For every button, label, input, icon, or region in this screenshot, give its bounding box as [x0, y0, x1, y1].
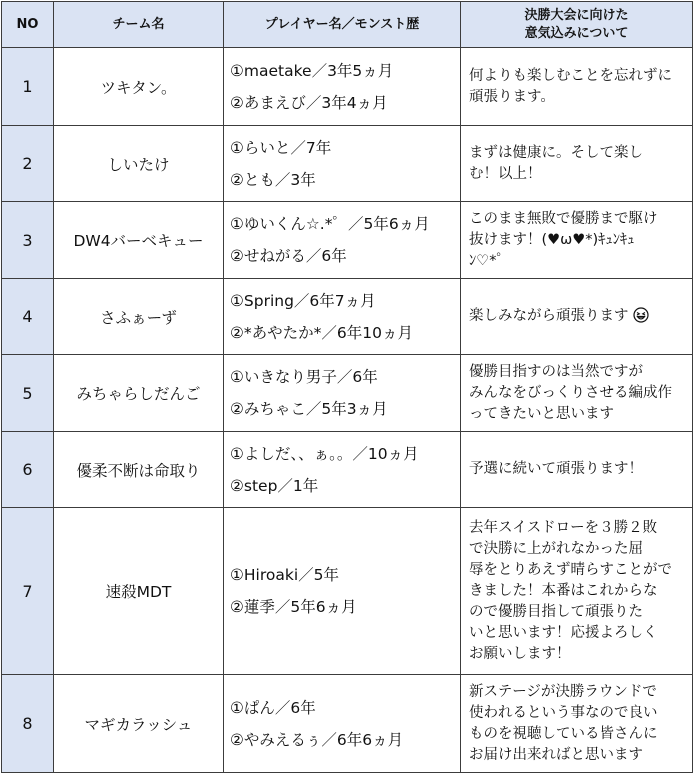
player-cell	[224, 355, 461, 432]
team-name: DW4バーベキュー	[54, 202, 224, 279]
table-row	[2, 432, 693, 508]
message-text: 予選に続いて頑張ります！	[469, 461, 643, 477]
team-name: みちゃらしだんご	[54, 355, 224, 432]
message-cell	[461, 675, 693, 773]
team-name: 優柔不断は命取り	[54, 432, 224, 508]
player-2: ②とも／3年	[230, 170, 316, 189]
row-number: 1	[2, 48, 54, 126]
team-name: マギカラッシュ	[54, 675, 224, 773]
player-2: ②みちゃこ／5年3ヵ月	[230, 400, 388, 418]
row-number: 3	[2, 202, 54, 279]
header-message-line2: 意気込みについて	[524, 25, 629, 41]
player-2: ②やみえるぅ／6年6ヵ月	[230, 730, 404, 749]
team-name: さふぁーず	[54, 279, 224, 355]
table-row	[2, 675, 693, 773]
player-2: ②*あやたか*／6年10ヵ月	[230, 323, 413, 342]
table-row	[2, 202, 693, 279]
message-cell	[461, 432, 693, 508]
table-header-row	[2, 2, 693, 48]
message-cell	[461, 202, 693, 279]
player-cell	[224, 202, 461, 279]
player-cell	[224, 432, 461, 508]
player-1: ①Spring／6年7ヵ月	[230, 291, 376, 310]
header-message-line1: 決勝大会に向けた	[524, 7, 629, 23]
row-number: 6	[2, 432, 54, 508]
team-name: しいたけ	[54, 126, 224, 202]
message-cell	[461, 48, 693, 126]
message-cell	[461, 126, 693, 202]
player-1: ①ぱん／6年	[230, 698, 316, 717]
table-row	[2, 279, 693, 355]
header-player: プレイヤー名／モンスト歴	[224, 2, 461, 48]
player-cell	[224, 508, 461, 675]
player-1: ①いきなり男子／6年	[230, 368, 378, 386]
player-cell	[224, 48, 461, 126]
player-cell	[224, 675, 461, 773]
message-cell	[461, 355, 693, 432]
player-2: ②せねがる／6年	[230, 247, 347, 265]
player-2: ②step／1年	[230, 476, 319, 495]
player-2: ②あまえび／3年4ヵ月	[230, 93, 388, 112]
player-1: ①maetake／3年5ヵ月	[230, 61, 394, 80]
player-cell	[224, 279, 461, 355]
team-name: ツキタン。	[54, 48, 224, 126]
row-number: 2	[2, 126, 54, 202]
team-name: 速殺MDT	[54, 508, 224, 675]
message-cell	[461, 279, 693, 355]
grinning-squint-face-icon	[633, 307, 649, 323]
message-text: 新ステージが決勝ラウンドで 使われるという事なので良い ものを視聴している皆さんに お届け出来ればと思います	[469, 683, 658, 763]
player-1: ①ゆいくん☆.*゜／5年6ヵ月	[230, 215, 430, 233]
player-2: ②蓮季／5年6ヵ月	[230, 598, 357, 616]
message-text: 優勝目指すのは当然ですが みんなをびっくりさせる編成作 ってきたいと思います	[469, 363, 672, 422]
player-1: ①よしだ、、ぁ。。／10ヵ月	[230, 444, 419, 463]
message-text: 去年スイスドローを３勝２敗 で決勝に上がれなかった屈 辱をとりあえず晴らすことがで きました！本番はこれからな ので優勝目指して頑張りた いと思います！応援よろしく お願いします！	[469, 519, 672, 662]
message-text: このまま無敗で優勝まで駆け 抜けます！(♥ω♥*)ｷｭﾝｷｭ ﾝ♡*゜	[469, 210, 658, 269]
header-no: NO	[2, 2, 54, 48]
header-message	[461, 2, 693, 48]
player-cell	[224, 126, 461, 202]
message-cell	[461, 508, 693, 675]
team-table	[1, 1, 693, 773]
message-text: 楽しみながら頑張ります	[469, 308, 629, 324]
table-row	[2, 126, 693, 202]
message-text: 何よりも楽しむことを忘れずに 頑張ります。	[469, 67, 672, 105]
row-number: 5	[2, 355, 54, 432]
table-row	[2, 508, 693, 675]
header-team: チーム名	[54, 2, 224, 48]
player-1: ①Hiroaki／5年	[230, 566, 340, 584]
row-number: 7	[2, 508, 54, 675]
table-row	[2, 48, 693, 126]
player-1: ①らいと／7年	[230, 138, 332, 157]
message-text: まずは健康に。そして楽し む！以上！	[469, 144, 643, 182]
table-row	[2, 355, 693, 432]
row-number: 4	[2, 279, 54, 355]
row-number: 8	[2, 675, 54, 773]
